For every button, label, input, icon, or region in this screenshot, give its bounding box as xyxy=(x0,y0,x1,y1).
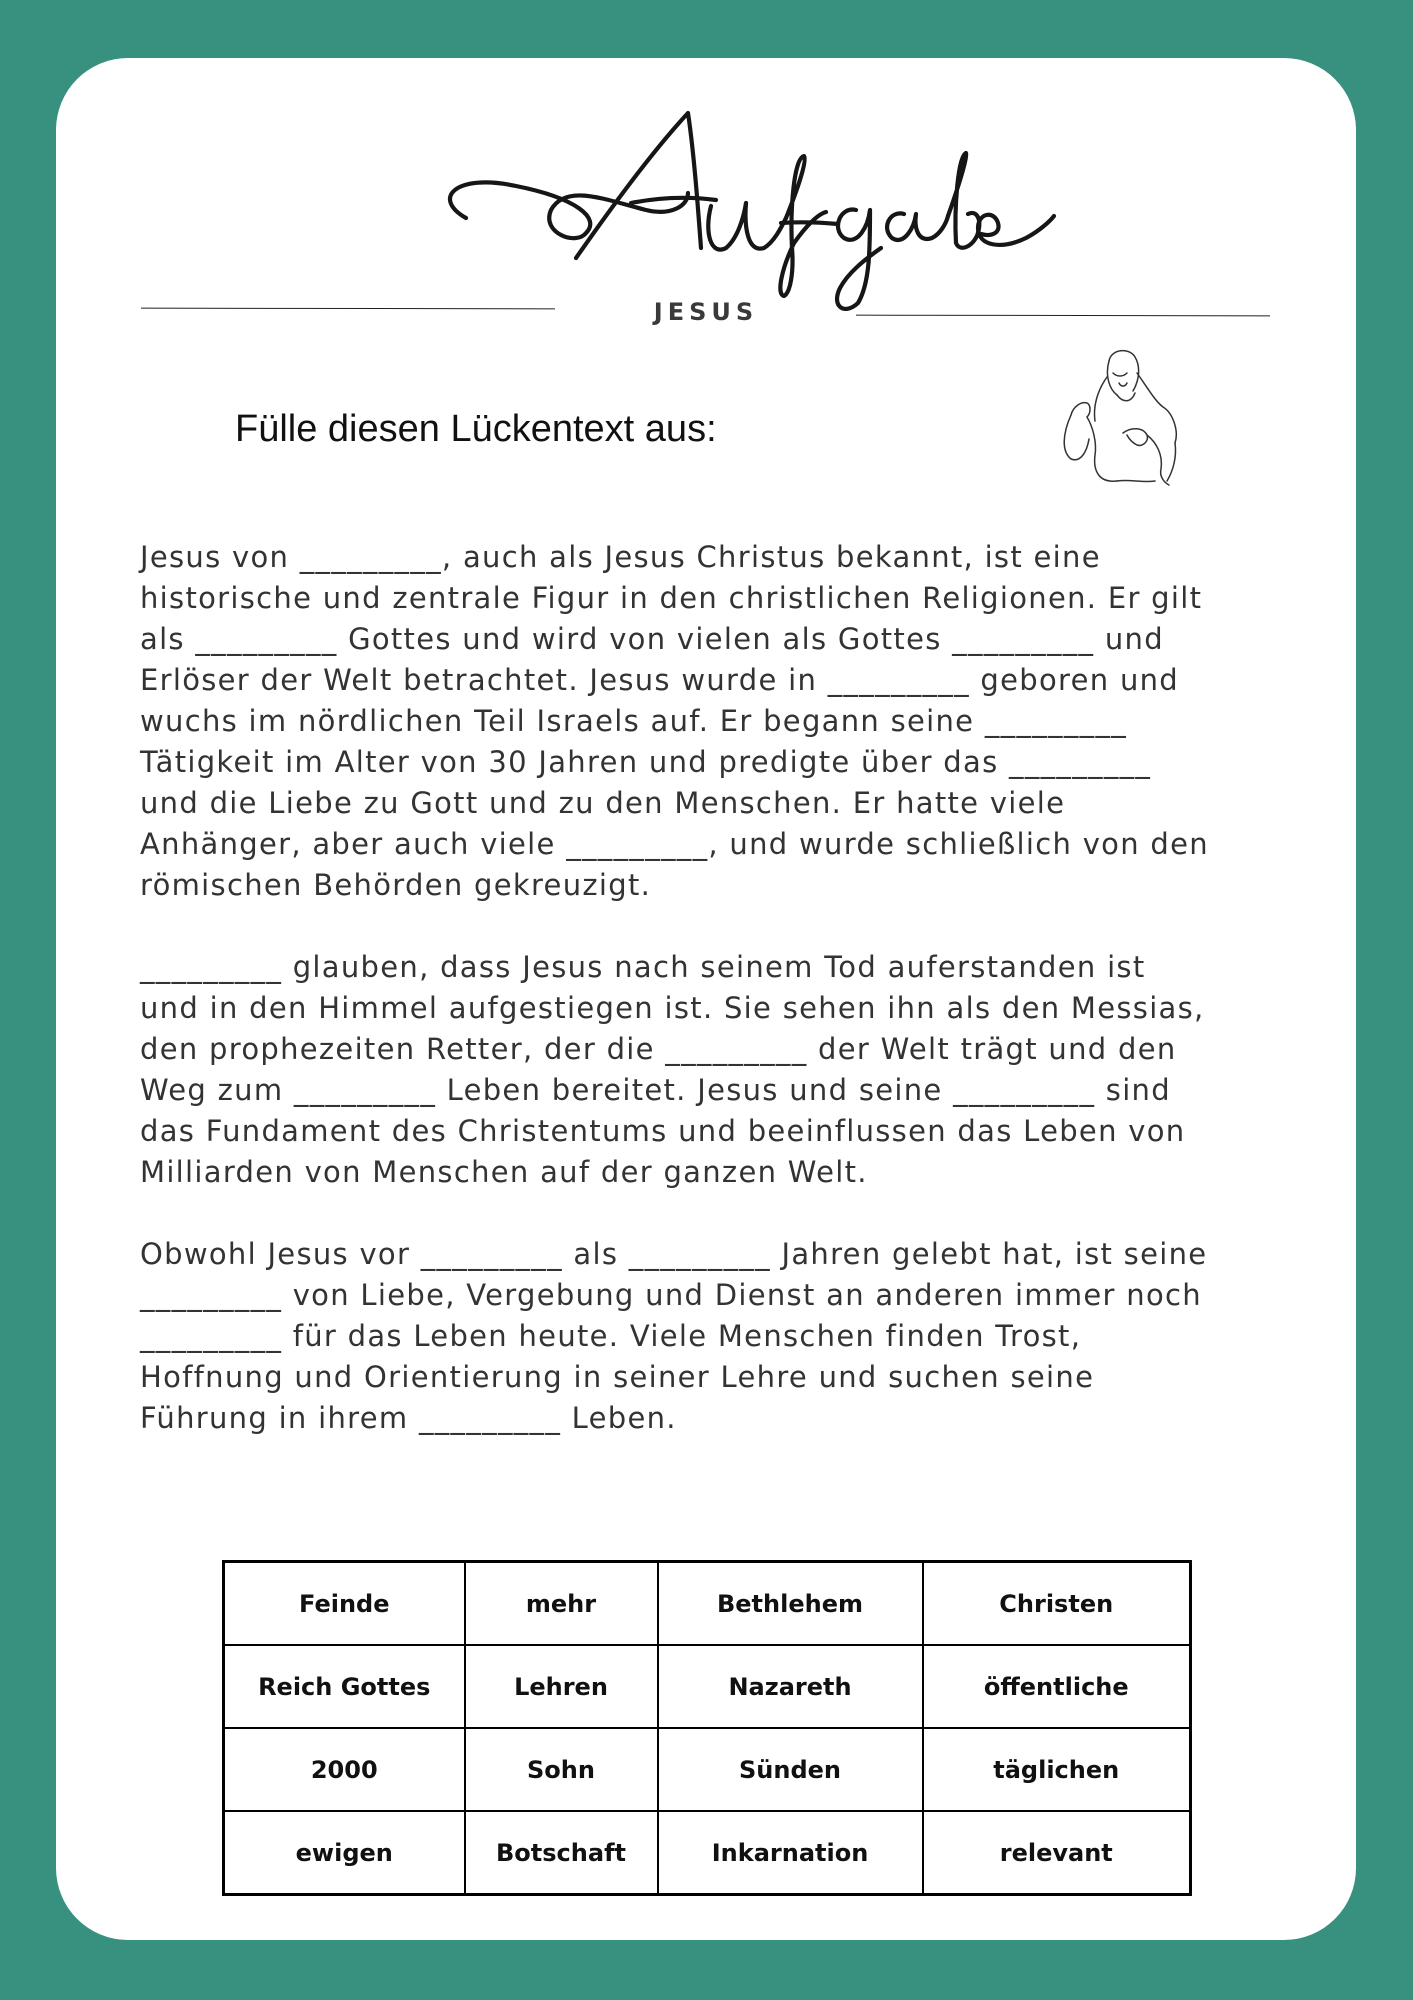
text-line: Führung in ihrem _________ Leben. xyxy=(140,1401,677,1435)
cloze-text xyxy=(140,537,1340,1480)
text-line: Tätigkeit im Alter von 30 Jahren und predigte über das _________ xyxy=(140,745,1152,779)
divider-line-left xyxy=(141,308,555,310)
paragraph-1 xyxy=(140,537,1340,906)
text-line: den prophezeiten Retter, der die _________ der Welt trägt und den xyxy=(140,1032,1177,1066)
paragraph-2 xyxy=(140,947,1340,1193)
text-line: Weg zum _________ Leben bereitet. Jesus und seine _________ sind xyxy=(140,1073,1171,1107)
text-line: wuchs im nördlichen Teil Israels auf. Er begann seine _________ xyxy=(140,704,1128,738)
instruction-heading: Fülle diesen Lückentext aus: xyxy=(235,408,717,450)
text-line: Hoffnung und Orientierung in seiner Lehre und suchen seine xyxy=(140,1360,1095,1394)
text-line: historische und zentrale Figur in den christlichen Religionen. Er gilt xyxy=(140,581,1203,615)
word-cell: Sohn xyxy=(465,1728,658,1811)
word-cell: ewigen xyxy=(224,1811,465,1895)
text-line: _________ glauben, dass Jesus nach seinem Tod auferstanden ist xyxy=(140,950,1146,984)
text-line: das Fundament des Christentums und beeinflussen das Leben von xyxy=(140,1114,1186,1148)
word-cell: öffentliche xyxy=(923,1645,1191,1728)
table-row xyxy=(224,1562,1191,1646)
subtitle: JESUS xyxy=(653,298,759,326)
word-cell: mehr xyxy=(465,1562,658,1646)
table-row xyxy=(224,1811,1191,1895)
word-cell: Christen xyxy=(923,1562,1191,1646)
jesus-line-drawing-icon xyxy=(1051,343,1191,493)
paragraph-3 xyxy=(140,1234,1340,1439)
word-cell: Botschaft xyxy=(465,1811,658,1895)
word-cell: Inkarnation xyxy=(658,1811,923,1895)
text-line: und die Liebe zu Gott und zu den Menschen. Er hatte viele xyxy=(140,786,1066,820)
word-cell: Lehren xyxy=(465,1645,658,1728)
text-line: Obwohl Jesus vor _________ als _________ Jahren gelebt hat, ist seine xyxy=(140,1237,1208,1271)
table-row xyxy=(224,1645,1191,1728)
text-line: römischen Behörden gekreuzigt. xyxy=(140,868,652,902)
text-line: _________ für das Leben heute. Viele Menschen finden Trost, xyxy=(140,1319,1082,1353)
worksheet-card xyxy=(56,58,1356,1940)
word-bank-table xyxy=(222,1560,1192,1896)
text-line: Milliarden von Menschen auf der ganzen Welt. xyxy=(140,1155,868,1189)
text-line: Jesus von _________, auch als Jesus Christus bekannt, ist eine xyxy=(140,540,1101,574)
word-cell: Bethlehem xyxy=(658,1562,923,1646)
text-line: und in den Himmel aufgestiegen ist. Sie sehen ihn als den Messias, xyxy=(140,991,1205,1025)
word-cell: Sünden xyxy=(658,1728,923,1811)
word-cell: Feinde xyxy=(224,1562,465,1646)
text-line: als _________ Gottes und wird von vielen als Gottes _________ und xyxy=(140,622,1164,656)
text-line: Erlöser der Welt betrachtet. Jesus wurde in _________ geboren und xyxy=(140,663,1180,697)
word-cell: Reich Gottes xyxy=(224,1645,465,1728)
text-line: _________ von Liebe, Vergebung und Dienst an anderen immer noch xyxy=(140,1278,1202,1312)
word-cell: 2000 xyxy=(224,1728,465,1811)
title-script xyxy=(426,98,1086,328)
word-cell: Nazareth xyxy=(658,1645,923,1728)
word-cell: täglichen xyxy=(923,1728,1191,1811)
word-cell: relevant xyxy=(923,1811,1191,1895)
text-line: Anhänger, aber auch viele _________, und wurde schließlich von den xyxy=(140,827,1209,861)
table-row xyxy=(224,1728,1191,1811)
